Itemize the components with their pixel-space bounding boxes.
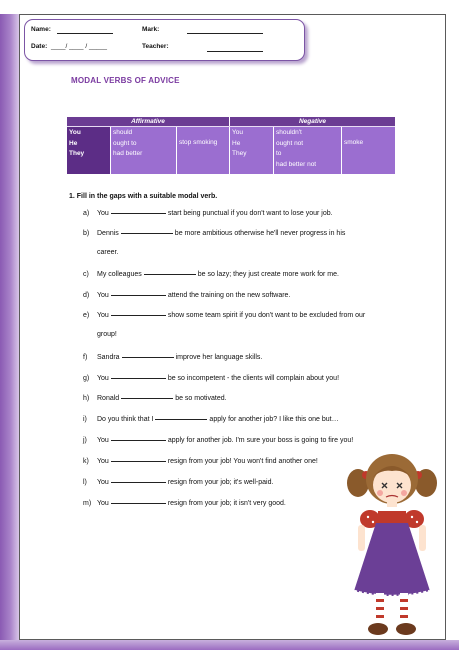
modal-shouldnt: shouldn't <box>276 129 302 136</box>
question-item <box>83 228 383 239</box>
date-label: Date: <box>31 43 48 50</box>
question-letter: l) <box>83 479 87 486</box>
modal-had-better: had better <box>113 150 143 157</box>
negative-example: smoke <box>344 139 364 146</box>
modal-verbs-table <box>67 117 395 174</box>
modal-had-better-not: had better not <box>276 160 317 168</box>
modal-should: should <box>113 129 133 136</box>
exercise-instruction: 1. Fill in the gaps with a suitable modal verb. <box>69 193 218 200</box>
question-text-after: show some team spirit if you don't want to be excluded from our <box>167 312 366 319</box>
question-text-before: Sandra <box>97 354 120 361</box>
answer-blank[interactable] <box>111 482 166 483</box>
negative-modals-cell <box>274 126 341 174</box>
question-text-after: apply for another job? I like this one but… <box>209 416 339 423</box>
question-item <box>83 414 383 425</box>
pronoun-they: They <box>69 150 85 157</box>
question-letter: b) <box>83 230 90 237</box>
question-text-before: You <box>97 437 109 444</box>
affirmative-header: Affirmative <box>67 117 229 126</box>
question-text-before: You <box>97 375 109 382</box>
question-text-after: apply for another job. I'm sure your boss is going to fire you! <box>167 437 354 444</box>
question-continuation: group! <box>97 331 117 338</box>
name-label: Name: <box>31 26 51 33</box>
question-text-after: resign from your job; it's well-paid. <box>167 479 274 486</box>
page-title: MODAL VERBS OF ADVICE <box>71 76 180 85</box>
question-letter: f) <box>83 354 88 361</box>
question-letter: m) <box>83 500 92 507</box>
negative-example-cell <box>342 126 395 174</box>
question-letter: d) <box>83 292 90 299</box>
question-letter: e) <box>83 312 90 319</box>
question-text-after: be so lazy; they just create more work for me. <box>197 271 339 278</box>
answer-blank[interactable] <box>111 295 166 296</box>
answer-blank[interactable] <box>111 440 166 441</box>
answer-blank[interactable] <box>144 274 196 275</box>
question-text-after: be so incompetent - the clients will complain about you! <box>167 375 340 382</box>
question-continuation: career. <box>97 249 119 256</box>
pronoun-you: You <box>69 129 81 136</box>
teacher-field[interactable] <box>207 51 263 52</box>
answer-blank[interactable] <box>122 357 174 358</box>
question-text-before: Ronald <box>97 395 120 402</box>
bottom-border-bar <box>0 640 459 650</box>
question-text-after: be so motivated. <box>175 395 227 402</box>
question-item <box>83 393 383 404</box>
question-letter: j) <box>83 437 87 444</box>
mark-label: Mark: <box>142 26 160 33</box>
question-text-before: You <box>97 500 109 507</box>
question-text-after: start being punctual if you don't want to lose your job. <box>167 210 333 217</box>
affirmative-example-cell <box>177 126 229 174</box>
mark-field[interactable] <box>187 33 263 34</box>
modal-ought-to: ought to <box>113 139 137 147</box>
question-letter: h) <box>83 395 90 402</box>
answer-blank[interactable] <box>121 398 173 399</box>
question-text-before: Dennis <box>97 230 119 237</box>
answer-blank[interactable] <box>121 233 173 234</box>
question-text-before: You <box>97 479 109 486</box>
question-letter: g) <box>83 375 90 382</box>
question-item <box>83 477 383 488</box>
question-letter: a) <box>83 210 90 217</box>
question-letter: k) <box>83 458 89 465</box>
answer-blank[interactable] <box>111 315 166 316</box>
answer-blank[interactable] <box>111 213 166 214</box>
question-text-before: My colleagues <box>97 271 142 278</box>
negative-header: Negative <box>230 117 395 126</box>
question-letter: c) <box>83 271 89 278</box>
teacher-label: Teacher: <box>142 43 169 50</box>
answer-blank[interactable] <box>111 503 166 504</box>
modal-to: to <box>276 150 282 157</box>
question-text-after: resign from your job; it isn't very good. <box>167 500 286 507</box>
question-text-before: You <box>97 292 109 299</box>
question-text-after: improve her language skills. <box>175 354 263 361</box>
student-info-box <box>24 19 305 61</box>
question-item <box>83 456 383 467</box>
question-text-before: You <box>97 458 109 465</box>
question-item <box>83 269 383 280</box>
question-item <box>83 290 383 301</box>
table-divider <box>67 126 395 127</box>
answer-blank[interactable] <box>155 419 207 420</box>
question-text-after: resign from your job! You won't find another one! <box>167 458 318 465</box>
pronoun-he: He <box>69 139 78 147</box>
worksheet-page <box>19 14 446 640</box>
question-text-before: You <box>97 312 109 319</box>
answer-blank[interactable] <box>111 378 166 379</box>
answer-blank[interactable] <box>111 461 166 462</box>
neg-pronoun-you: You <box>232 129 243 136</box>
question-item <box>83 373 383 384</box>
modal-ought-not: ought not <box>276 139 304 147</box>
affirmative-example: stop smoking <box>179 139 218 146</box>
question-item <box>83 435 383 446</box>
affirmative-pronouns-cell <box>67 126 110 174</box>
left-border-bar <box>0 14 19 650</box>
question-item <box>83 498 383 509</box>
question-item <box>83 208 383 219</box>
question-item <box>83 310 383 321</box>
neg-pronoun-they: They <box>232 150 247 157</box>
question-text-after: be more ambitious otherwise he'll never progress in his <box>174 230 346 237</box>
question-text-after: attend the training on the new software. <box>167 292 291 299</box>
question-letter: i) <box>83 416 87 423</box>
question-item <box>83 352 383 363</box>
question-text-before: You <box>97 210 109 217</box>
name-field[interactable] <box>57 33 113 34</box>
doll-illustration <box>346 453 438 638</box>
neg-pronoun-he: He <box>232 139 241 147</box>
affirmative-modals-cell <box>111 126 176 174</box>
question-text-before: Do you think that I <box>97 416 154 423</box>
negative-pronouns-cell <box>230 126 273 174</box>
date-field[interactable]: ____/ ____ / _____ <box>51 43 108 50</box>
